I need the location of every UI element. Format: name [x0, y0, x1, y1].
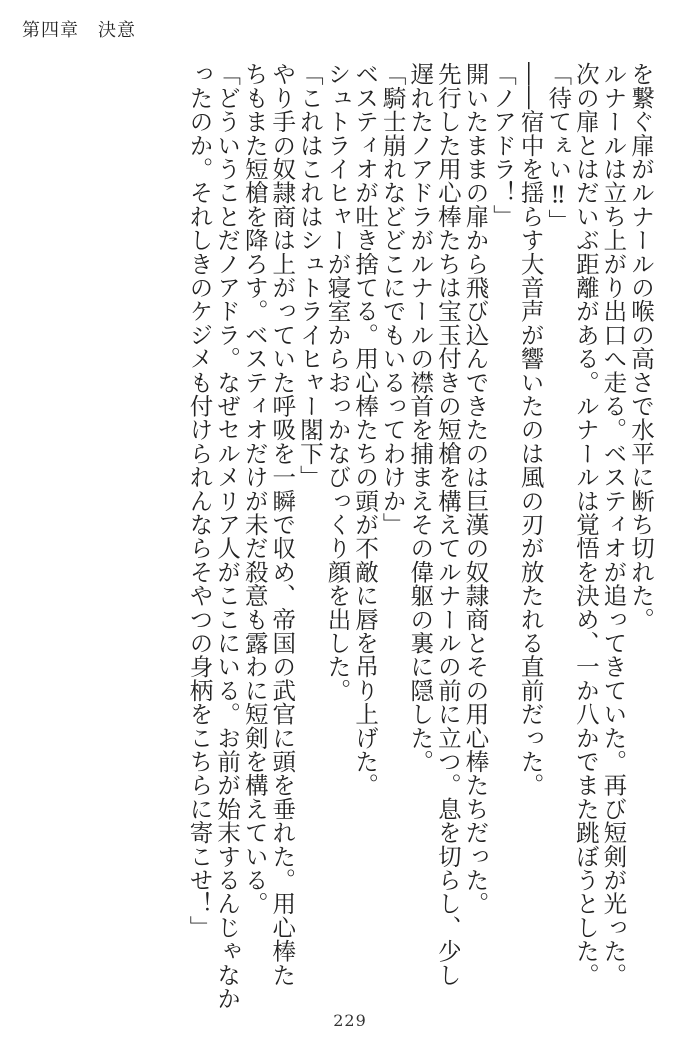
text-line: 開いたままの扉から飛び込んできたのは巨漢の奴隷商とその用心棒たちだった。 [461, 62, 490, 916]
page-number: 229 [333, 1011, 367, 1030]
text-line: ベスティオが吐き捨てる。用心棒たちの頭が不敵に唇を吊り上げた。 [351, 62, 380, 797]
text-line: ちもまた短槍を降ろす。ベスティオだけが未だ殺意も露わに短剣を構えている。 [240, 62, 269, 916]
text-line: やり手の奴隷商は上がっていた呼吸を一瞬で収め、帝国の武官に頭を垂れた。用心棒た [268, 62, 297, 987]
text-line: 「待てぇい‼」 [544, 62, 573, 233]
chapter-header: 第四章 決意 [22, 20, 136, 41]
text-line: シュトライヒャーが寝室からおっかなびっくり顔を出した。 [323, 62, 352, 702]
text-line: を繋ぐ扉がルナールの喉の高さで水平に断ち切れた。 [627, 62, 655, 631]
text-line: ったのか。それしきのケジメも付けられんならそやつの身柄をこちらに寄こせ！」 [185, 62, 214, 939]
text-line: 「どういうことだノアドラ。なぜセルメリア人がここにいる。お前が始末するんじゃなか [213, 62, 242, 1010]
text-line: ルナールは立ち上がり出口へ走る。ベスティオが追ってきていた。再び短剣が光った。 [599, 62, 628, 987]
text-line: ――宿中を揺らす大音声が響いたのは風の刃が放たれる直前だった。 [516, 62, 545, 797]
text-line: 「騎士崩れなどどこにでもいるってわけか」 [378, 62, 407, 536]
text-line: 「ノアドラ！」 [489, 62, 518, 228]
text-line: 次の扉とはだいぶ距離がある。ルナールは覚悟を決め、一か八かでまた跳ぼうとした。 [571, 62, 600, 987]
text-line: 先行した用心棒たちは宝玉付きの短槍を構えてルナールの前に立つ。息を切らし、少し [433, 62, 462, 987]
body-text [185, 62, 655, 1010]
text-line: 「これはこれはシュトライヒャー閣下」 [295, 62, 324, 489]
text-line: 遅れたノアドラがルナールの襟首を捕まえその偉躯の裏に隠した。 [406, 62, 435, 773]
